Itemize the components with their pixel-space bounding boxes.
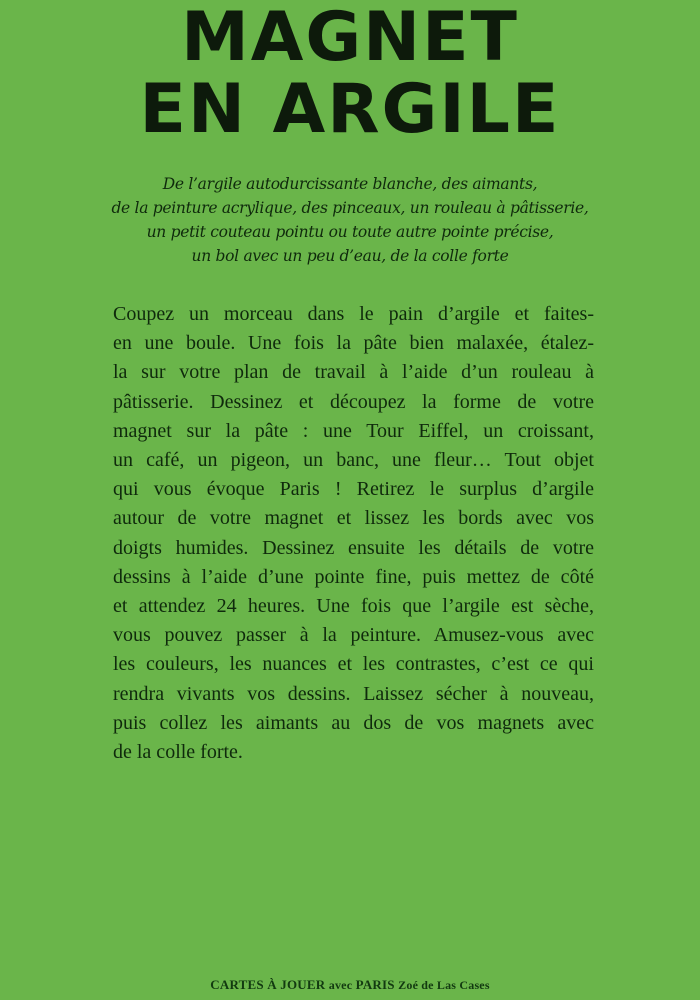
instructions-line: en une boule. Une fois la pâte bien malaxée, étalez- [113,332,594,355]
instructions-line: un café, un pigeon, un banc, une fleur… Tout objet [113,449,594,472]
materials-list [0,172,700,268]
instructions-line: la sur votre plan de travail à l’aide d’un rouleau à [113,361,594,384]
materials-line: un petit couteau pointu ou toute autre pointe précise, [146,223,554,241]
instructions-line: Coupez un morceau dans le pain d’argile et faites- [113,303,594,325]
materials-line: un bol avec un peu d’eau, de la colle forte [191,247,509,265]
materials-line: De l’argile autodurcissante blanche, des aimants, [162,175,538,193]
footer-connector: avec [328,978,353,992]
instructions-line: magnet sur la pâte : une Tour Eiffel, un croissant, [113,419,594,442]
instructions-line: rendra vivants vos dessins. Laissez sécher à nouveau, [113,682,594,705]
materials-line: de la peinture acrylique, des pinceaux, un rouleau à pâtisserie, [111,199,589,217]
footer-series: CARTES À JOUER [210,977,326,992]
instructions-line: doigts humides. Dessinez ensuite les détails de votre [113,536,594,559]
instructions-line: les couleurs, les nuances et les contrastes, c’est ce qui [113,653,594,676]
page-title [0,0,700,149]
footer-city: PARIS [355,977,395,992]
instructions-line: et attendez 24 heures. Une fois que l’argile est sèche, [113,595,594,618]
title-line-1: MAGNET [181,0,519,77]
instructions-line: autour de votre magnet et lissez les bords avec vos [113,507,594,530]
instructions-paragraph [113,300,594,767]
instructions-line: qui vous évoque Paris ! Retirez le surplus d’argile [113,478,594,501]
instructions-line: pâtisserie. Dessinez et découpez la forme de votre [113,390,594,413]
book-footer [0,977,700,993]
title-line-2: EN ARGILE [139,70,561,149]
footer-author: Zoé de Las Cases [398,978,490,992]
instructions-line: de la colle forte. [113,741,243,764]
instructions-line: puis collez les aimants au dos de vos magnets avec [113,711,594,734]
instructions-line: vous pouvez passer à la peinture. Amusez-vous avec [113,624,594,647]
instructions-line: dessins à l’aide d’une pointe fine, puis mettez de côté [113,565,594,588]
